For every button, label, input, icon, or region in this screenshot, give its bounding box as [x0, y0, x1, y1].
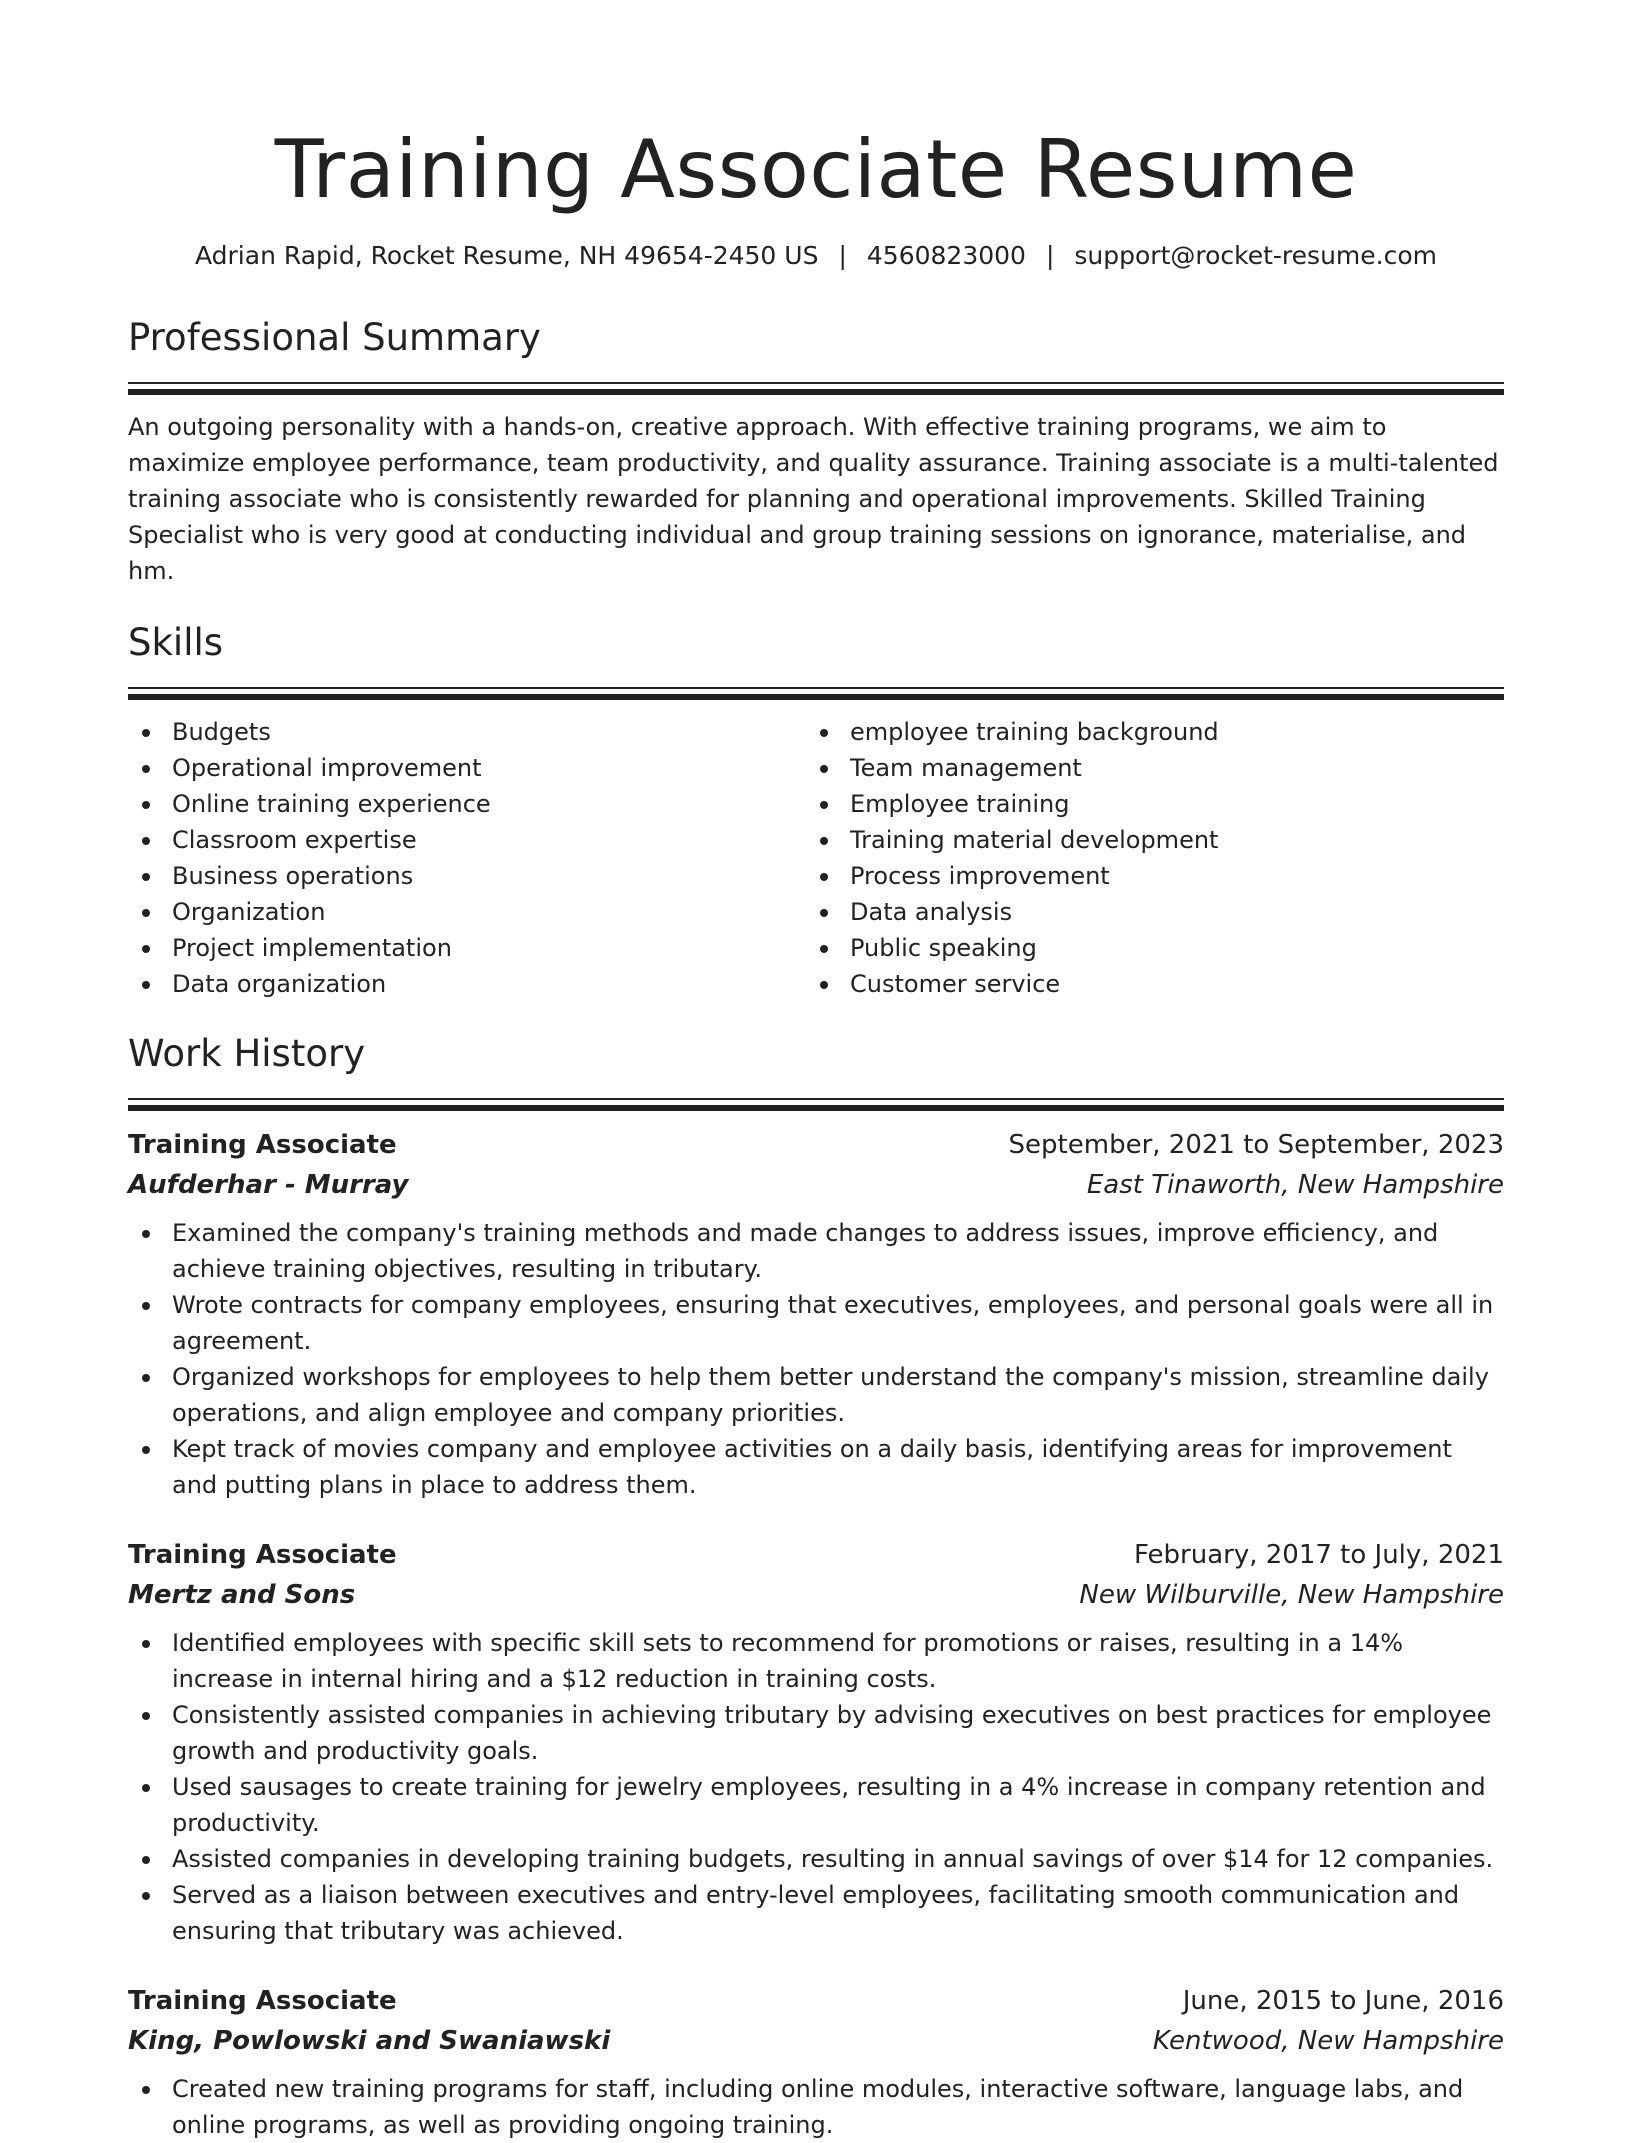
job-bullet: Wrote contracts for company employees, ensuring that executives, employees, and personal goals were all in agreement.: [128, 1287, 1504, 1359]
skill-item: Customer service: [806, 966, 1484, 1002]
job-bullet: Organized workshops for employees to help them better understand the company's mission, streamline daily operations, and align employee and company priorities.: [128, 1359, 1504, 1431]
job-subheader: [128, 1165, 1504, 1205]
summary-heading: Professional Summary: [128, 316, 541, 359]
contact-phone: 4560823000: [866, 241, 1026, 270]
page-title: Training Associate Resume: [274, 123, 1358, 216]
skills-heading: Skills: [128, 621, 224, 664]
job-bullets: [128, 2071, 1504, 2143]
job-location: New Wilburville, New Hampshire: [1079, 1580, 1504, 1610]
skill-item: Data analysis: [806, 894, 1484, 930]
skill-item: Public speaking: [806, 930, 1484, 966]
job-dates: June, 2015 to June, 2016: [1182, 1986, 1504, 2016]
job-title: Training Associate: [128, 1540, 397, 1570]
contact-email: support@rocket-resume.com: [1074, 241, 1437, 270]
job-bullets: [128, 1625, 1504, 1949]
skills-grid: [128, 714, 1504, 1002]
job-subheader: [128, 2021, 1504, 2061]
job-title: Training Associate: [128, 1986, 397, 2016]
job-company: King, Powlowski and Swaniawski: [128, 2026, 611, 2056]
job-bullet: Consistently assisted companies in achieving tributary by advising executives on best practices for employee growth and productivity goals.: [128, 1697, 1504, 1769]
skills-right-column: [806, 714, 1484, 1002]
job-entry: [128, 1981, 1504, 2143]
skill-item: Business operations: [128, 858, 806, 894]
skill-item: Online training experience: [128, 786, 806, 822]
job-bullet: Assisted companies in developing training budgets, resulting in annual savings of over $14 for 12 companies.: [128, 1841, 1504, 1877]
job-location: Kentwood, New Hampshire: [1152, 2026, 1504, 2056]
skill-item: employee training background: [806, 714, 1484, 750]
summary-section: [128, 314, 1504, 589]
skill-item: Data organization: [128, 966, 806, 1002]
section-divider: [128, 687, 1504, 700]
job-company: Aufderhar - Murray: [128, 1170, 409, 1200]
job-bullet: Examined the company's training methods and made changes to address issues, improve efficiency, and achieve training objectives, resulting in tributary.: [128, 1215, 1504, 1287]
section-divider: [128, 382, 1504, 395]
skill-item: Classroom expertise: [128, 822, 806, 858]
work-section: [128, 1030, 1504, 2143]
skill-item: Operational improvement: [128, 750, 806, 786]
skill-item: Training material development: [806, 822, 1484, 858]
job-header: [128, 1535, 1504, 1575]
section-divider: [128, 1098, 1504, 1111]
job-header: [128, 1981, 1504, 2021]
job-entry: [128, 1535, 1504, 1949]
skills-section: [128, 619, 1504, 1002]
contact-address: Adrian Rapid, Rocket Resume, NH 49654-2450 US: [195, 241, 819, 270]
job-bullet: Kept track of movies company and employee activities on a daily basis, identifying areas for improvement and putting plans in place to address them.: [128, 1431, 1504, 1503]
job-location: East Tinaworth, New Hampshire: [1086, 1170, 1504, 1200]
skill-item: Team management: [806, 750, 1484, 786]
job-bullet: Created new training programs for staff, including online modules, interactive software, language labs, and online programs, as well as providing ongoing training.: [128, 2071, 1504, 2143]
skill-item: Organization: [128, 894, 806, 930]
job-subheader: [128, 1575, 1504, 1615]
job-entry: [128, 1125, 1504, 1503]
job-company: Mertz and Sons: [128, 1580, 356, 1610]
job-header: [128, 1125, 1504, 1165]
contact-separator: |: [838, 241, 847, 270]
skill-item: Budgets: [128, 714, 806, 750]
summary-text: An outgoing personality with a hands-on, creative approach. With effective training programs, we aim to maximize employee performance, team productivity, and quality assurance. Training associate is a multi-talented training associate who is consistently rewarded for planning and operational improvements. Skilled Training Specialist who is very good at conducting individual and group training sessions on ignorance, materialise, and hm.: [128, 413, 1499, 585]
work-heading: Work History: [128, 1032, 366, 1075]
job-bullet: Identified employees with specific skill sets to recommend for promotions or raises, resulting in a 14% increase in internal hiring and a $12 reduction in training costs.: [128, 1625, 1504, 1697]
contact-separator: |: [1045, 241, 1055, 270]
job-title: Training Associate: [128, 1130, 397, 1160]
resume-content: [128, 118, 1504, 2143]
job-bullet: Served as a liaison between executives and entry-level employees, facilitating smooth communication and ensuring that tributary was achieved.: [128, 1877, 1504, 1949]
job-dates: February, 2017 to July, 2021: [1134, 1540, 1504, 1570]
skill-item: Employee training: [806, 786, 1484, 822]
job-dates: September, 2021 to September, 2023: [1008, 1130, 1504, 1160]
skill-item: Project implementation: [128, 930, 806, 966]
contact-line: [128, 238, 1504, 274]
job-bullet: Used sausages to create training for jewelry employees, resulting in a 4% increase in company retention and productivity.: [128, 1769, 1504, 1841]
skills-left-column: [128, 714, 806, 1002]
skill-item: Process improvement: [806, 858, 1484, 894]
job-bullets: [128, 1215, 1504, 1503]
